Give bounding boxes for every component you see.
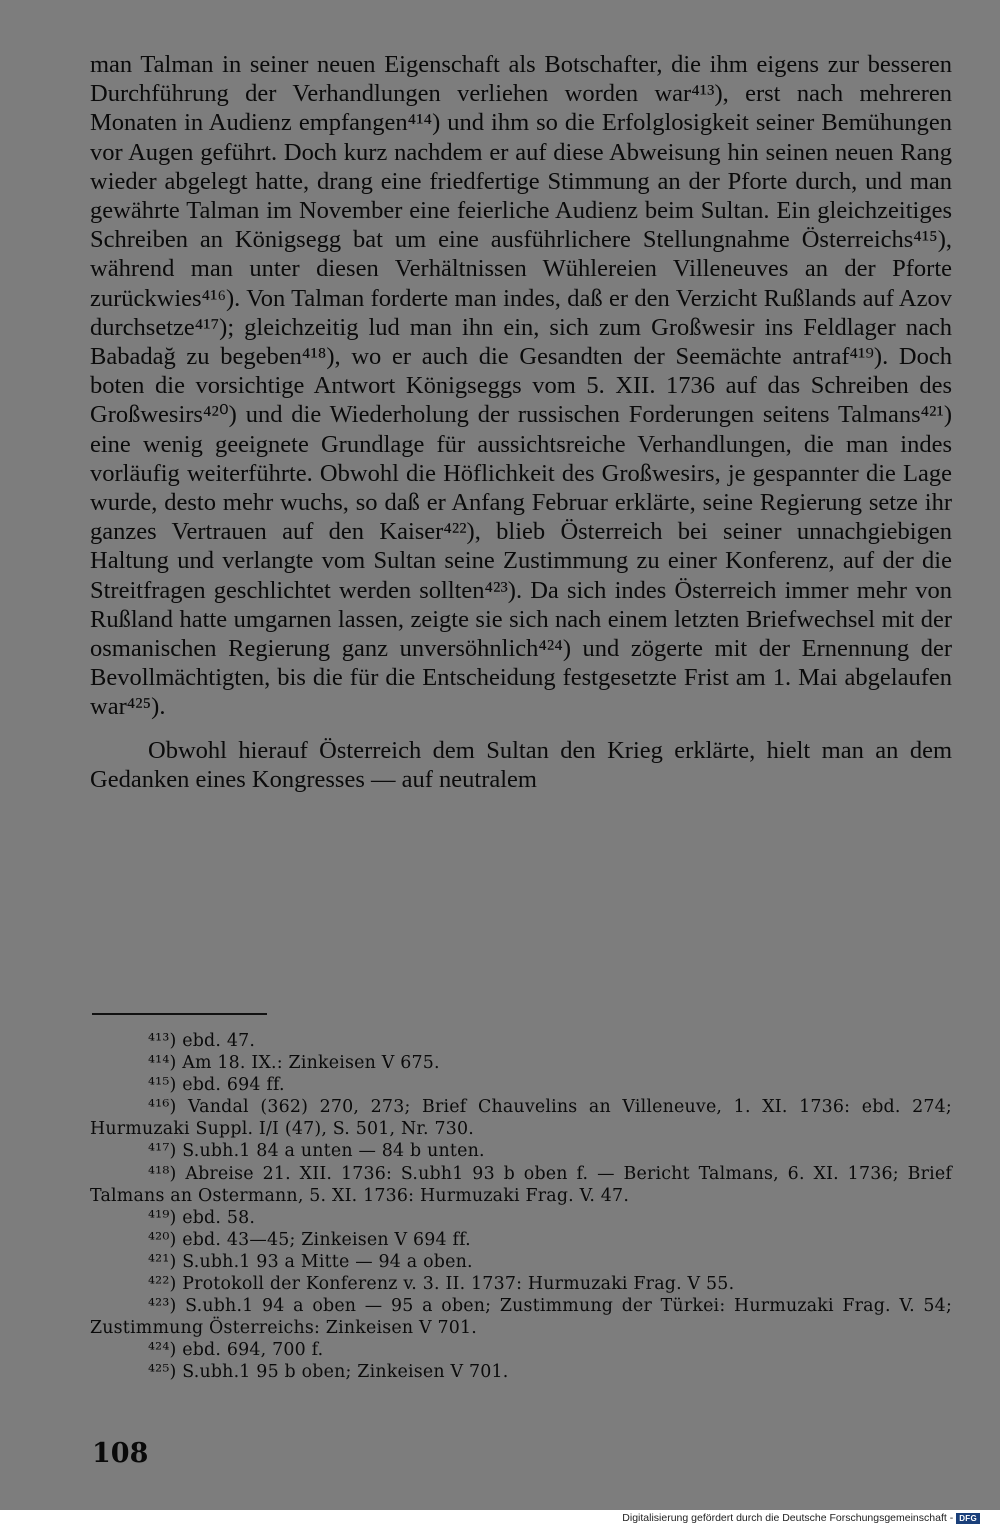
footnote-414: ⁴¹⁴) Am 18. IX.: Zinkeisen V 675. [148,1053,440,1074]
main-text [90,50,952,794]
footnote-416: ⁴¹⁶) Vandal (362) 270, 273; Brief Chauvelins an Villeneuve, 1. XI. 1736: ebd. 274; Hurmuzaki Suppl. I/I (47), S. 501, Nr. 730. [90,1097,952,1140]
footnote-417: ⁴¹⁷) S.ubh.1 84 a unten — 84 b unten. [148,1141,485,1162]
dfg-logo-icon: DFG [956,1513,980,1524]
footnote-420: ⁴²⁰) ebd. 43—45; Zinkeisen V 694 ff. [148,1229,471,1250]
footnote-424: ⁴²⁴) ebd. 694, 700 f. [148,1340,324,1361]
credit-text: Digitalisierung gefördert durch die Deutsche Forschungsgemeinschaft - [622,1512,954,1524]
footnote-separator [92,1013,267,1015]
footnote-423: ⁴²³) S.ubh.1 94 a oben — 95 a oben; Zustimmung der Türkei: Hurmuzaki Frag. V. 54; Zustimmung Österreichs: Zinkeisen V 701. [90,1296,952,1339]
footnote-421: ⁴²¹) S.ubh.1 93 a Mitte — 94 a oben. [148,1251,473,1272]
footnote-422: ⁴²²) Protokoll der Konferenz v. 3. II. 1737: Hurmuzaki Frag. V 55. [148,1274,735,1295]
footnote-425: ⁴²⁵) S.ubh.1 95 b oben; Zinkeisen V 701. [148,1362,509,1383]
footnote-415: ⁴¹⁵) ebd. 694 ff. [148,1075,285,1096]
paragraph-2: Obwohl hierauf Österreich dem Sultan den Krieg erklärte, hielt man an dem Gedanken eines Kongresses — auf neutralem [90,736,952,793]
footnote-413: ⁴¹³) ebd. 47. [148,1031,256,1051]
footnote-418: ⁴¹⁸) Abreise 21. XII. 1736: S.ubh1 93 b oben f. — Bericht Talmans, 6. XI. 1736; Brief Talmans an Ostermann, 5. XI. 1736: Hurmuzaki Frag. V. 47. [90,1163,952,1206]
footnote-419: ⁴¹⁹) ebd. 58. [148,1207,256,1228]
footnotes [90,1030,952,1384]
digitization-credit [622,1512,980,1524]
paragraph-1: man Talman in seiner neuen Eigenschaft als Botschafter, die ihm eigens zur besseren Durchführung der Verhandlungen verliehen worden war⁴¹³), erst nach mehreren Monaten in Audienz empfangen⁴¹⁴) und ihm so die Erfolglosigkeit seiner Bemühungen vor Augen geführt. Doch kurz nachdem er auf diese Abweisung hin seinen neuen Rang wieder abgelegt hatte, drang eine friedfertige Stimmung an der Pforte durch, und man gewährte Talman im November eine feierliche Audienz beim Sultan. Ein gleichzeitiges Schreiben an Königsegg bat um eine ausführlichere Stellungnahme Österreichs⁴¹⁵), während man unter diesen Verhältnissen Wühlereien Villeneuves an der Pforte zurückwies⁴¹⁶). Von Talman forderte man indes, daß er den Verzicht Rußlands auf Azov durchsetze⁴¹⁷); gleichzeitig lud man ihn ein, sich zum Großwesir ins Feldlager nach Babadağ zu begeben⁴¹⁸), wo er auch die Gesandten der Seemächte antraf⁴¹⁹). Doch boten die vorsichtige Antwort Königseggs vom 5. XII. 1736 auf das Schreiben des Großwesirs⁴²⁰) und die Wiederholung der russischen Forderungen seitens Talmans⁴²¹) eine wenig geeignete Grundlage für aussichtsreiche Verhandlungen, die man indes vorläufig weiterführte. Obwohl die Höflichkeit des Großwesirs, je gespannter die Lage wurde, desto mehr wuchs, so daß er Anfang Februar erklärte, seine Regierung setze ihr ganzes Vertrauen auf den Kaiser⁴²²), blieb Österreich bei seiner unnachgiebigen Haltung und verlangte vom Sultan seine Zustimmung zu einer Konferenz, auf der die Streitfragen geschlichtet werden sollten⁴²³). Da sich indes Österreich immer mehr von Rußland hatte umgarnen lassen, zeigte sie sich nach einem letzten Briefwechsel mit der osmanischen Regierung ganz unversöhnlich⁴²⁴) und zögerte mit der Ernennung der Bevollmächtigten, bis die für die Entscheidung festgesetzte Frist am 1. Mai abgelaufen war⁴²⁵). [90,51,952,721]
page-number: 108 [92,1438,149,1469]
